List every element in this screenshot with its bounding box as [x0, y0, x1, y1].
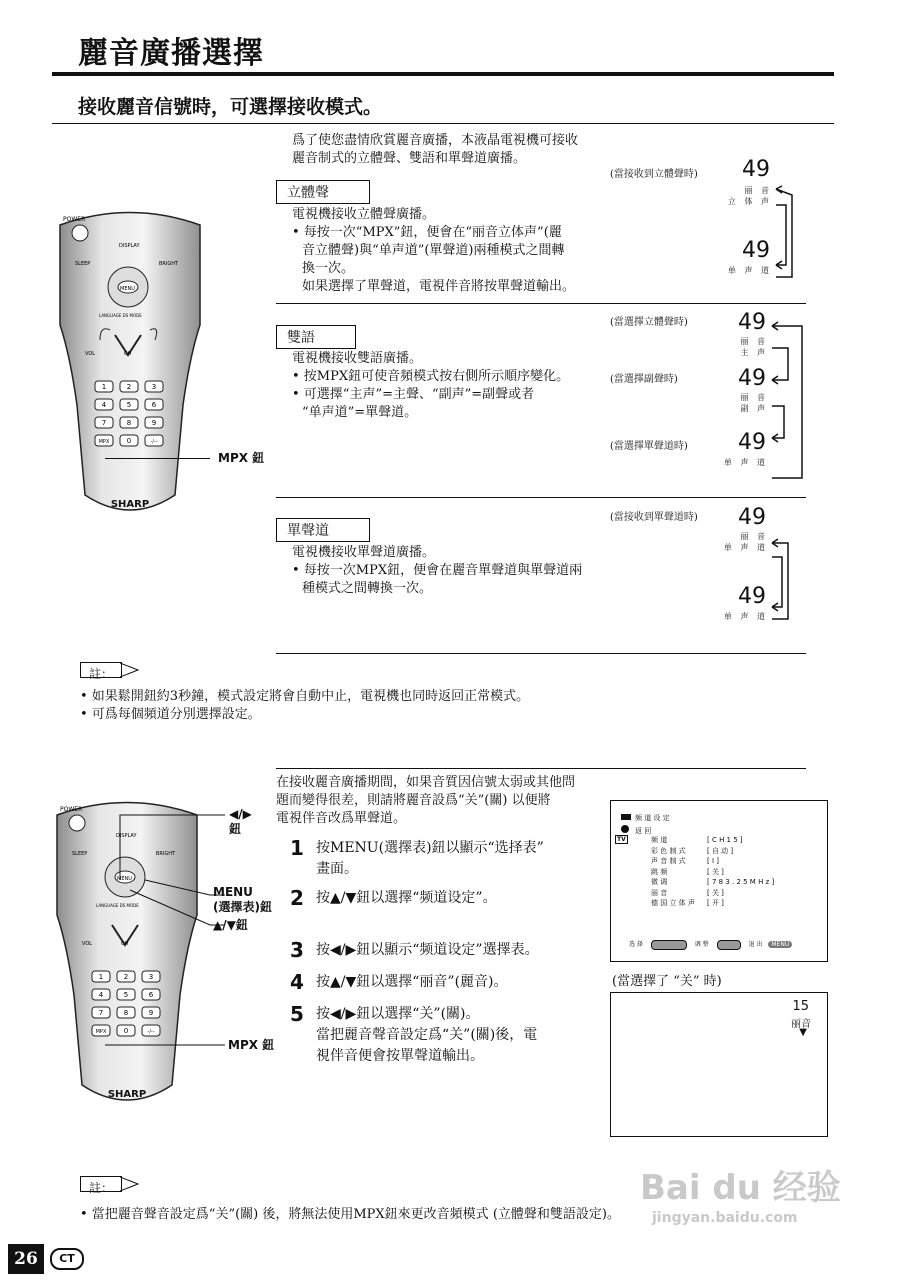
- svg-text:9: 9: [148, 1009, 154, 1017]
- menu-row-key: 跳 频: [651, 867, 668, 876]
- svg-text:-/--: -/--: [147, 1029, 155, 1035]
- step-1-number: 1: [290, 836, 304, 860]
- svg-text:1: 1: [98, 973, 104, 981]
- svg-text:VOL: VOL: [82, 941, 93, 947]
- note-tag-box: 註：: [80, 662, 122, 678]
- menu-button-callout: MENU (選擇表)鈕: [213, 885, 272, 914]
- stereo-condition: (當接收到立體聲時): [610, 169, 698, 180]
- bilingual-condition-2: (當選擇副聲時): [610, 374, 678, 385]
- svg-text:0: 0: [123, 1027, 129, 1035]
- note2-tag-box: 註：: [80, 1176, 122, 1192]
- menu-row-value: [ 关 ]: [707, 867, 724, 876]
- step-2-number: 2: [290, 886, 304, 910]
- menu-row[interactable]: [651, 898, 774, 909]
- svg-text:-/--: -/--: [150, 439, 158, 445]
- mono-label-box: 單聲道: [276, 518, 370, 542]
- menu-row-value: [ 关 ]: [707, 888, 724, 897]
- step-4-text: 按▲/▼鈕以選擇“丽音”(麗音)。: [316, 974, 508, 990]
- step-3-number: 3: [290, 938, 304, 962]
- channel-setting-menu-screen: [610, 800, 828, 962]
- section2-intro-2: 題而變得很差，則請將麗音設爲“关”(關) 以便將: [276, 793, 551, 808]
- mono-desc: 電視機接收單聲道廣播。: [292, 545, 436, 560]
- menu-row[interactable]: [651, 867, 774, 878]
- stereo-divider: [276, 303, 806, 304]
- mpx-button-callout: MPX 鈕: [218, 451, 265, 465]
- menu-row[interactable]: [651, 835, 774, 846]
- menu-row-value: [ I ]: [707, 857, 719, 865]
- bilingual-condition-3: (當選擇單聲道時): [610, 441, 688, 452]
- svg-text:VOL: VOL: [85, 351, 96, 357]
- intro-line-2: 麗音制式的立體聲、雙語和單聲道廣播。: [292, 151, 527, 166]
- svg-text:SLEEP: SLEEP: [75, 261, 91, 267]
- bilingual-osd-3-channel: 49: [738, 430, 766, 455]
- mono-off-screen: [610, 992, 828, 1137]
- menu-row[interactable]: [651, 888, 774, 899]
- svg-text:5: 5: [126, 401, 132, 409]
- svg-text:7: 7: [98, 1009, 104, 1017]
- svg-text:2: 2: [126, 383, 132, 391]
- svg-text:DISPLAY: DISPLAY: [116, 833, 137, 839]
- svg-text:DISPLAY: DISPLAY: [119, 243, 140, 249]
- svg-text:BRIGHT: BRIGHT: [156, 851, 176, 857]
- svg-text:BRIGHT: BRIGHT: [159, 261, 179, 267]
- step-5-number: 5: [290, 1002, 304, 1026]
- menu-row-key: 德 国 立 体 声: [651, 899, 695, 907]
- menu-tv-icon: TV: [617, 836, 626, 843]
- svg-text:LANGUAGE DS MODE: LANGUAGE DS MODE: [99, 313, 142, 318]
- svg-text:2: 2: [123, 973, 129, 981]
- svg-text:3: 3: [151, 383, 157, 391]
- off-screen-arrow-icon: ▼: [799, 1027, 807, 1038]
- svg-text:SHARP: SHARP: [107, 1089, 147, 1100]
- svg-text:MPX: MPX: [98, 439, 110, 445]
- title-rule: [52, 72, 834, 76]
- bottom-remote-callout-lines: [100, 810, 230, 1050]
- bilingual-condition-1: (當選擇立體聲時): [610, 317, 688, 328]
- svg-text:SLEEP: SLEEP: [72, 851, 88, 857]
- section2-intro-3: 電視伴音改爲單聲道。: [276, 811, 407, 826]
- svg-text:8: 8: [123, 1009, 129, 1017]
- svg-text:4: 4: [101, 401, 107, 409]
- bilingual-label-box: 雙語: [276, 325, 356, 349]
- svg-text:MENU: MENU: [117, 876, 132, 882]
- section2-top-rule: [276, 768, 806, 769]
- svg-text:MENU: MENU: [120, 286, 135, 292]
- svg-text:CH: CH: [124, 351, 132, 357]
- menu-title: 频 道 设 定: [621, 813, 670, 823]
- mpx-callout-line: [105, 458, 210, 459]
- watermark-logo: Bai du 经验: [640, 1168, 841, 1208]
- svg-text:POWER: POWER: [60, 806, 83, 813]
- bilingual-bullet-1: • 按MPX鈕可使音頻模式按右側所示順序變化。: [292, 369, 570, 384]
- svg-text:6: 6: [151, 401, 157, 409]
- svg-text:4: 4: [98, 991, 104, 999]
- stereo-cycle-arrows: [774, 185, 798, 285]
- mpx-button-callout-bottom: MPX 鈕: [228, 1038, 275, 1052]
- menu-row-value: [ 7 8 3 . 2 5 M H z ]: [707, 878, 775, 886]
- power-label: POWER: [63, 216, 86, 223]
- bilingual-osd-1-label: 丽 音 主 声: [740, 337, 768, 357]
- lr-button-callout: ◀/▶ 鈕: [229, 807, 252, 836]
- menu-row-key: 丽 音: [651, 888, 668, 897]
- bilingual-bullet-2b: “单声道”=單聲道。: [302, 405, 418, 420]
- subtitle-rule: [52, 123, 834, 124]
- intro-line-1: 爲了使您盡情欣賞麗音廣播，本液晶電視機可接收: [292, 133, 579, 148]
- mono-osd-2-channel: 49: [738, 584, 766, 609]
- page-number: 26: [8, 1244, 44, 1274]
- stereo-osd-1-channel: 49: [742, 157, 770, 182]
- step-1-text: 按MENU(選擇表)鈕以顯示“选择表” 畫面。: [316, 840, 544, 877]
- bilingual-divider: [276, 497, 806, 498]
- mono-bullet-1a: • 每按一次MPX鈕，便會在麗音單聲道與單聲道兩: [292, 563, 583, 578]
- step-5-text: 按◀/▶鈕以選擇“关”(關)。 當把麗音聲音設定爲“关”(關)後，電 視伴音便會按單聲道輸出。: [316, 1006, 538, 1064]
- remote-control-illustration-top: [55, 205, 205, 520]
- watermark-url: jingyan.baidu.com: [652, 1210, 798, 1226]
- bilingual-cycle-arrows: [770, 318, 806, 483]
- section-subtitle: 接收麗音信號時，可選擇接收模式。: [78, 96, 383, 118]
- mono-bullet-1b: 種模式之間轉換一次。: [302, 581, 433, 596]
- off-screen-label: 丽音: [791, 1019, 811, 1030]
- menu-row-value: [ C H 1 5 ]: [707, 836, 743, 844]
- mono-osd-1-channel: 49: [738, 505, 766, 530]
- menu-row[interactable]: [651, 856, 774, 867]
- menu-row-key: 频 道: [651, 836, 668, 844]
- svg-text:LANGUAGE DS MODE: LANGUAGE DS MODE: [96, 903, 139, 908]
- bilingual-desc: 電視機接收雙語廣播。: [292, 351, 423, 366]
- stereo-label-box: 立體聲: [276, 180, 370, 204]
- bilingual-bullet-2a: • 可選擇“主声”=主聲、“副声”=副聲或者: [292, 387, 535, 402]
- svg-text:5: 5: [123, 991, 129, 999]
- mono-divider: [276, 653, 806, 654]
- menu-rows: [651, 835, 774, 909]
- note1-item-1: • 如果鬆開鈕約3秒鐘，模式設定將會自動中止，電視機也同時返回正常模式。: [80, 689, 530, 704]
- svg-text:6: 6: [148, 991, 154, 999]
- svg-text:9: 9: [151, 419, 157, 427]
- off-screen-caption: (當選擇了 “关” 時): [612, 974, 722, 989]
- stereo-bullet-1b: 音立體聲)與“单声道”(單聲道)兩種模式之間轉: [302, 243, 565, 258]
- step-2-text: 按▲/▼鈕以選擇“频道设定”。: [316, 890, 497, 906]
- menu-row-value: [ 自 动 ]: [707, 846, 734, 855]
- svg-text:MPX: MPX: [95, 1029, 107, 1035]
- note2-item-1: • 當把麗音聲音設定爲“关”(關) 後，將無法使用MPX鈕來更改音頻模式 (立體聲和雙語設定)。: [80, 1207, 620, 1222]
- stereo-bullet-1d: 如果選擇了單聲道，電視伴音將按單聲道輸出。: [302, 279, 576, 294]
- menu-row-key: 微 调: [651, 878, 668, 886]
- svg-text:7: 7: [101, 419, 107, 427]
- off-screen-channel: 15: [792, 999, 809, 1014]
- step-4-number: 4: [290, 970, 304, 994]
- svg-text:0: 0: [126, 437, 132, 445]
- mono-osd-2-label: 单 声 道: [723, 612, 768, 621]
- menu-row-key: 彩 色 制 式: [651, 846, 686, 855]
- svg-text:SHARP: SHARP: [110, 499, 150, 510]
- menu-row-key: 声 音 制 式: [651, 857, 686, 865]
- svg-text:CH: CH: [121, 941, 129, 947]
- stereo-osd-2-label: 单 声 道: [727, 266, 772, 275]
- note-arrow-icon: [120, 662, 140, 678]
- note1-item-2: • 可爲每個頻道分別選擇設定。: [80, 707, 261, 722]
- ud-button-callout: ▲/▼鈕: [213, 918, 248, 932]
- svg-text:1: 1: [101, 383, 107, 391]
- stereo-desc: 電視機接收立體聲廣播。: [292, 207, 436, 222]
- svg-text:3: 3: [148, 973, 154, 981]
- bilingual-osd-1-channel: 49: [738, 310, 766, 335]
- stereo-bullet-1a: • 每按一次“MPX”鈕，便會在“丽音立体声”(麗: [292, 225, 562, 240]
- section2-intro-1: 在接收麗音廣播期間，如果音質因信號太弱或其他問: [276, 775, 576, 790]
- svg-text:8: 8: [126, 419, 132, 427]
- menu-row[interactable]: [651, 877, 774, 888]
- bilingual-osd-2-label: 丽 音 副 声: [740, 393, 768, 413]
- stereo-osd-2-channel: 49: [742, 238, 770, 263]
- bilingual-osd-3-label: 单 声 道: [723, 458, 768, 467]
- language-badge: CT: [50, 1248, 84, 1270]
- mono-osd-1-label: 丽 音 单 声 道: [723, 532, 768, 552]
- menu-footer: 选 择 调 整 退 出 MENU: [629, 939, 792, 950]
- step-3-text: 按◀/▶鈕以顯示“频道设定”選擇表。: [316, 942, 539, 958]
- mono-condition: (當接收到單聲道時): [610, 512, 698, 523]
- mono-cycle-arrows: [770, 535, 794, 625]
- bilingual-osd-2-channel: 49: [738, 366, 766, 391]
- menu-row-value: [ 开 ]: [707, 899, 724, 907]
- page-title: 麗音廣播選擇: [78, 36, 264, 71]
- stereo-bullet-1c: 換一次。: [302, 261, 355, 276]
- note2-arrow-icon: [120, 1176, 140, 1192]
- menu-back: 返 回: [621, 825, 651, 836]
- menu-row[interactable]: [651, 846, 774, 857]
- stereo-osd-1-label: 丽 音 立 体 声: [727, 186, 772, 206]
